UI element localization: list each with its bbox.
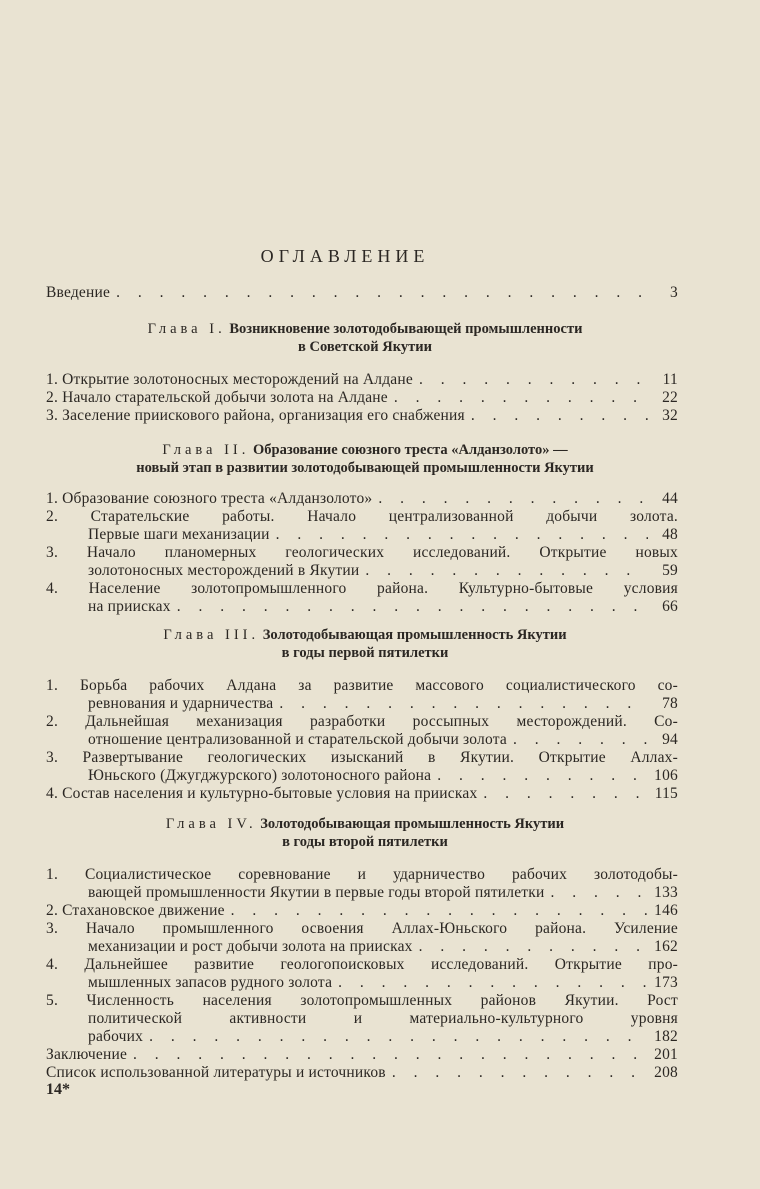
- signature-mark: 14*: [46, 1081, 70, 1098]
- toc-entry[interactable]: 4. Население золотопромышленного района. Культурно-бытовые условия на приисках . . . 66: [46, 580, 678, 616]
- chapter-heading-4: Глава IV. Золотодобывающая промышленность Якутии в годы второй пятилетки: [165, 816, 565, 850]
- page-title: ОГЛАВЛЕНИЕ: [260, 246, 430, 266]
- toc-entry[interactable]: 5. Численность населения золотопромышленных районов Якутии. Рост политической активности и материально-культурного уровня рабочих . . . 182: [46, 992, 678, 1046]
- toc-entry[interactable]: 1. Открытие золотоносных месторождений на Алдане . . . 11: [46, 371, 678, 389]
- chapter-heading-2: Глава II. Образование союзного треста «Алданзолото» — новый этап в развитии золотодобывающей промышленности Якутии: [136, 442, 594, 476]
- chapter-heading-1: Глава I. Возникновение золотодобывающей промышленности в Советской Якутии: [147, 321, 583, 355]
- toc-entry-intro[interactable]: Введение . . . 3: [46, 284, 678, 302]
- toc-entry[interactable]: 4. Состав населения и культурно-бытовые условия на приисках . . . 115: [46, 785, 678, 803]
- toc-entry[interactable]: 2. Начало старательской добычи золота на Алдане . . . 22: [46, 389, 678, 407]
- toc-entry[interactable]: 3. Развертывание геологических изысканий в Якутии. Открытие Аллах- Юньского (Джугджурского) золотоносного района . . . 106: [46, 749, 678, 785]
- toc-entry[interactable]: 3. Начало промышленного освоения Аллах-Юньского района. Усиление механизации и рост добычи золота на приисках . . . 162: [46, 920, 678, 956]
- toc-entry[interactable]: 2. Стахановское движение . . . 146: [46, 902, 678, 920]
- toc-entry[interactable]: 2. Старательские работы. Начало централизованной добычи золота. Первые шаги механизации . . . 48: [46, 508, 678, 544]
- toc-entry[interactable]: 1. Социалистическое соревнование и ударничество рабочих золотодобы- вающей промышленности Якутии в первые годы второй пятилетки . . . 133: [46, 866, 678, 902]
- toc-entry[interactable]: 1. Образование союзного треста «Алданзолото» . . . 44: [46, 490, 678, 508]
- toc-entry[interactable]: 2. Дальнейшая механизация разработки россыпных месторождений. Со- отношение централизованной и старательской добычи золота . . . 94: [46, 713, 678, 749]
- toc-entry[interactable]: 4. Дальнейшее развитие геологопоисковых исследований. Открытие про- мышленных запасов рудного золота . . . 173: [46, 956, 678, 992]
- toc-entry[interactable]: 3. Заселение приискового района, организация его снабжения . . . 32: [46, 407, 678, 425]
- toc-entry-sources[interactable]: Список использованной литературы и источников . . . 208: [46, 1064, 678, 1082]
- toc-entry[interactable]: 3. Начало планомерных геологических исследований. Открытие новых золотоносных месторождений в Якутии . . . 59: [46, 544, 678, 580]
- toc-entry-conclusion[interactable]: Заключение . . . 201: [46, 1046, 678, 1064]
- chapter-heading-3: Глава III. Золотодобывающая промышленность Якутии в годы первой пятилетки: [163, 627, 567, 661]
- toc-entry[interactable]: 1. Борьба рабочих Алдана за развитие массового социалистического со- ревнования и ударничества . . . 78: [46, 677, 678, 713]
